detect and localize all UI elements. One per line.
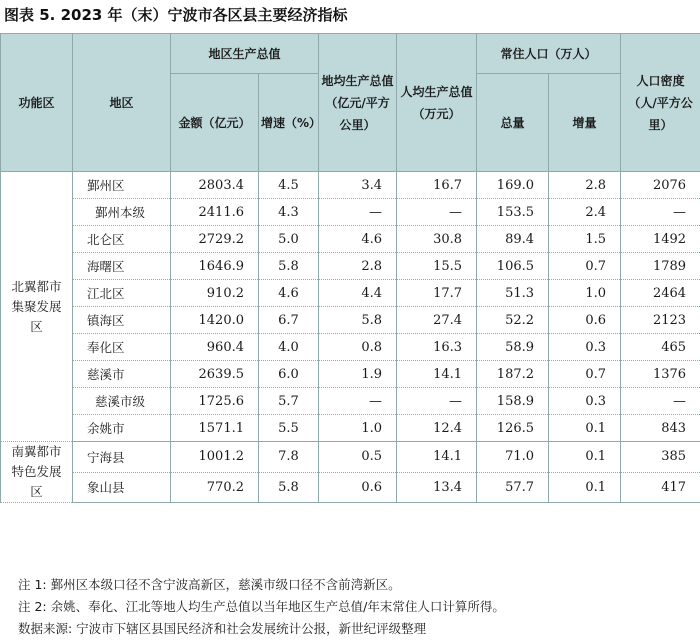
- pop-density-cell: 417: [621, 472, 700, 503]
- land-gdp-cell: 0.5: [319, 442, 397, 473]
- region-cell: 北仑区: [73, 226, 171, 253]
- table-title: 图表 5. 2023 年（末）宁波市各区县主要经济指标: [4, 6, 348, 24]
- pop-total-cell: 106.5: [477, 253, 549, 280]
- land-gdp-cell: 1.9: [319, 361, 397, 388]
- pop-increase-cell: 1.0: [549, 280, 621, 307]
- table-row: [1, 388, 700, 415]
- land-gdp-cell: 3.4: [319, 172, 397, 199]
- gdp-growth-cell: 6.0: [259, 361, 319, 388]
- per-capita-gdp-cell: 14.1: [397, 361, 477, 388]
- header-land-gdp: 地均生产总值（亿元/平方公里）: [319, 34, 397, 172]
- pop-total-cell: 89.4: [477, 226, 549, 253]
- gdp-amount-cell: 1001.2: [171, 442, 259, 473]
- pop-total-cell: 126.5: [477, 415, 549, 442]
- land-gdp-cell: 1.0: [319, 415, 397, 442]
- header-gdp-amount: 金额（亿元）: [171, 74, 259, 172]
- per-capita-gdp-cell: 16.7: [397, 172, 477, 199]
- gdp-amount-cell: 1571.1: [171, 415, 259, 442]
- func-zone-cell: 南翼都市特色发展区: [1, 442, 73, 503]
- per-capita-gdp-cell: 14.1: [397, 442, 477, 473]
- region-cell: 鄞州区: [73, 172, 171, 199]
- land-gdp-cell: —: [319, 388, 397, 415]
- pop-increase-cell: 0.7: [549, 253, 621, 280]
- gdp-growth-cell: 5.7: [259, 388, 319, 415]
- header-pop-increase: 增量: [549, 74, 621, 172]
- pop-density-cell: 2464: [621, 280, 700, 307]
- gdp-amount-cell: 2639.5: [171, 361, 259, 388]
- gdp-growth-cell: 7.8: [259, 442, 319, 473]
- pop-total-cell: 158.9: [477, 388, 549, 415]
- region-cell: 宁海县: [73, 442, 171, 473]
- per-capita-gdp-cell: 16.3: [397, 334, 477, 361]
- gdp-growth-cell: 5.8: [259, 253, 319, 280]
- gdp-growth-cell: 4.5: [259, 172, 319, 199]
- table-row: [1, 226, 700, 253]
- pop-density-cell: —: [621, 388, 700, 415]
- gdp-amount-cell: 2411.6: [171, 199, 259, 226]
- gdp-growth-cell: 5.5: [259, 415, 319, 442]
- header-gdp-growth: 增速（%）: [259, 74, 319, 172]
- gdp-amount-cell: 1420.0: [171, 307, 259, 334]
- pop-increase-cell: 0.3: [549, 334, 621, 361]
- gdp-amount-cell: 1646.9: [171, 253, 259, 280]
- per-capita-gdp-cell: 13.4: [397, 472, 477, 503]
- gdp-growth-cell: 4.6: [259, 280, 319, 307]
- gdp-amount-cell: 960.4: [171, 334, 259, 361]
- region-cell: 镇海区: [73, 307, 171, 334]
- pop-increase-cell: 0.7: [549, 361, 621, 388]
- table-row: [1, 442, 700, 473]
- per-capita-gdp-cell: 12.4: [397, 415, 477, 442]
- pop-total-cell: 169.0: [477, 172, 549, 199]
- per-capita-gdp-cell: 15.5: [397, 253, 477, 280]
- region-cell: 奉化区: [73, 334, 171, 361]
- pop-increase-cell: 1.5: [549, 226, 621, 253]
- header-per-capita-gdp: 人均生产总值（万元）: [397, 34, 477, 172]
- region-cell: 慈溪市: [73, 361, 171, 388]
- pop-density-cell: 2076: [621, 172, 700, 199]
- gdp-growth-cell: 5.8: [259, 472, 319, 503]
- pop-total-cell: 51.3: [477, 280, 549, 307]
- pop-total-cell: 153.5: [477, 199, 549, 226]
- land-gdp-cell: 2.8: [319, 253, 397, 280]
- land-gdp-cell: 0.8: [319, 334, 397, 361]
- gdp-growth-cell: 5.0: [259, 226, 319, 253]
- note-2: 注 2: 余姚、奉化、江北等地人均生产总值以当年地区生产总值/年末常住人口计算所得。: [18, 599, 505, 614]
- per-capita-gdp-cell: 30.8: [397, 226, 477, 253]
- header-region: 地区: [73, 34, 171, 172]
- table-row: [1, 307, 700, 334]
- pop-density-cell: —: [621, 199, 700, 226]
- per-capita-gdp-cell: —: [397, 199, 477, 226]
- gdp-amount-cell: 2803.4: [171, 172, 259, 199]
- notes: [18, 574, 505, 640]
- gdp-amount-cell: 910.2: [171, 280, 259, 307]
- pop-total-cell: 71.0: [477, 442, 549, 473]
- table-row: [1, 280, 700, 307]
- pop-increase-cell: 0.1: [549, 415, 621, 442]
- table-row: [1, 253, 700, 280]
- header-func-zone: 功能区: [1, 34, 73, 172]
- pop-density-cell: 843: [621, 415, 700, 442]
- header-gdp-group: 地区生产总值: [171, 34, 319, 74]
- table-row: [1, 472, 700, 503]
- pop-total-cell: 57.7: [477, 472, 549, 503]
- pop-density-cell: 1376: [621, 361, 700, 388]
- gdp-growth-cell: 4.3: [259, 199, 319, 226]
- data-source: 数据来源: 宁波市下辖区县国民经济和社会发展统计公报，新世纪评级整理: [18, 621, 427, 636]
- gdp-growth-cell: 4.0: [259, 334, 319, 361]
- table-row: [1, 415, 700, 442]
- gdp-growth-cell: 6.7: [259, 307, 319, 334]
- land-gdp-cell: —: [319, 199, 397, 226]
- table-row: [1, 199, 700, 226]
- func-zone-cell: 北翼都市集聚发展区: [1, 172, 73, 442]
- land-gdp-cell: 5.8: [319, 307, 397, 334]
- pop-total-cell: 52.2: [477, 307, 549, 334]
- header-pop-group: 常住人口（万人）: [477, 34, 621, 74]
- table-row: [1, 172, 700, 199]
- table-body: [1, 172, 700, 503]
- header-pop-density: 人口密度（人/平方公里）: [621, 34, 700, 172]
- region-cell: 海曙区: [73, 253, 171, 280]
- pop-increase-cell: 0.3: [549, 388, 621, 415]
- region-cell: 余姚市: [73, 415, 171, 442]
- note-1: 注 1: 鄞州区本级口径不含宁波高新区，慈溪市级口径不含前湾新区。: [18, 577, 401, 592]
- land-gdp-cell: 4.6: [319, 226, 397, 253]
- gdp-amount-cell: 1725.6: [171, 388, 259, 415]
- pop-density-cell: 465: [621, 334, 700, 361]
- economic-indicators-table: [0, 33, 700, 503]
- pop-increase-cell: 0.1: [549, 472, 621, 503]
- region-cell: 象山县: [73, 472, 171, 503]
- region-cell: 慈溪市级: [73, 388, 171, 415]
- region-cell: 鄞州本级: [73, 199, 171, 226]
- gdp-amount-cell: 770.2: [171, 472, 259, 503]
- per-capita-gdp-cell: 17.7: [397, 280, 477, 307]
- region-cell: 江北区: [73, 280, 171, 307]
- pop-density-cell: 2123: [621, 307, 700, 334]
- gdp-amount-cell: 2729.2: [171, 226, 259, 253]
- pop-increase-cell: 0.6: [549, 307, 621, 334]
- per-capita-gdp-cell: —: [397, 388, 477, 415]
- header-pop-total: 总量: [477, 74, 549, 172]
- pop-increase-cell: 0.1: [549, 442, 621, 473]
- per-capita-gdp-cell: 27.4: [397, 307, 477, 334]
- pop-density-cell: 1492: [621, 226, 700, 253]
- table-row: [1, 361, 700, 388]
- pop-total-cell: 187.2: [477, 361, 549, 388]
- pop-increase-cell: 2.4: [549, 199, 621, 226]
- table-row: [1, 334, 700, 361]
- land-gdp-cell: 4.4: [319, 280, 397, 307]
- pop-density-cell: 1789: [621, 253, 700, 280]
- pop-density-cell: 385: [621, 442, 700, 473]
- land-gdp-cell: 0.6: [319, 472, 397, 503]
- pop-total-cell: 58.9: [477, 334, 549, 361]
- pop-increase-cell: 2.8: [549, 172, 621, 199]
